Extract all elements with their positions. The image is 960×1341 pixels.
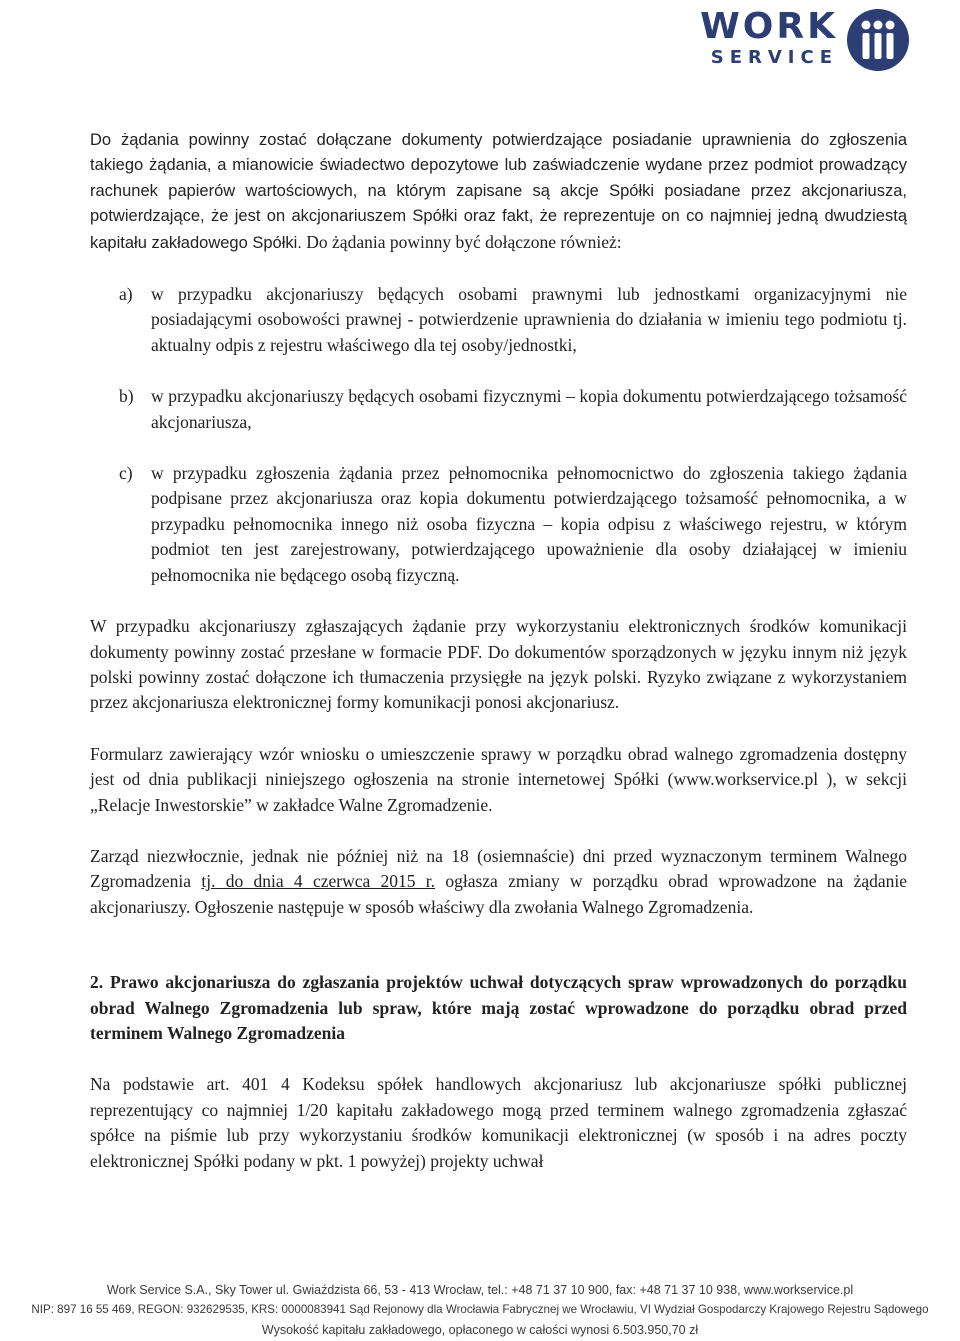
company-logo: [700, 8, 910, 72]
page-footer: [0, 1280, 960, 1340]
logo-wordmark: [700, 8, 838, 68]
intro-paragraph: [90, 128, 907, 256]
board-notice-text-a: Zarząd niezwłocznie, jednak nie później niż na 18 (osiemnaście) dni przed wyznaczonym terminem Walnego Zgromadzenia: [90, 845, 907, 892]
logo-service-text: SERVICE: [710, 47, 838, 68]
logo-work-text: WORK: [700, 6, 838, 47]
list-item-text: w przypadku akcjonariuszy będących osobami fizycznymi – kopia dokumentu potwierdzającego tożsamość akcjonariusza,: [151, 386, 907, 432]
list-item-text: w przypadku zgłoszenia żądania przez pełnomocnika pełnomocnictwo do zgłoszenia takiego żądania podpisane przez akcjonariusza oraz kopia dokumentu potwierdzającego tożsamość pełnomocnika, a w przypadku pełnomocnika innego niż osoba fizyczna – kopia odpisu z właściwego rejestru, w którym podmiot ten jest zarejestrowany, potwierdzającego upoważnienie dla osoby działającej w imieniu pełnomocnika nie będącego osobą fizyczną.: [151, 463, 907, 585]
intro-tail: Do żądania powinny być dołączone również:: [301, 231, 622, 252]
list-marker: b): [119, 386, 134, 407]
section-heading: 2. Prawo akcjonariusza do zgłaszania projektów uchwał dotyczących spraw wprowadzonych do porządku obrad Walnego Zgromadzenia lub spraw, które mają zostać wprowadzone do porządku obrad przed terminem Walnego Zgromadzenia: [90, 972, 907, 1043]
footer-address: Work Service S.A., Sky Tower ul. Gwiaździsta 66, 53 - 413 Wrocław, tel.: +48 71 37 10 900, fax: +48 71 37 10 938, www.workservice.pl: [106, 1283, 854, 1297]
list-marker: a): [119, 284, 133, 305]
list-marker: c): [119, 463, 133, 484]
legal-basis-paragraph: Na podstawie art. 401 4 Kodeksu spółek handlowych akcjonariusz lub akcjonariusze spółki publicznej reprezentujący co najmniej 1/20 kapitału zakładowego mogą przed terminem walnego zgromadzenia zgłaszać spółce na piśmie lub przy wykorzystaniu środków komunikacji elektronicznej (w sposób i na adres poczty elektronicznej Spółki podany w pkt. 1 powyżej) projekty uchwał: [90, 1074, 907, 1171]
board-notice-text-b: ogłasza zmiany w porządku obrad wprowadzone na żądanie akcjonariuszy. Ogłoszenie następuje w sposób właściwy dla zwołania Walnego Zgromadzenia.: [90, 871, 907, 917]
list-item: [119, 384, 907, 435]
footer-capital: Wysokość kapitału zakładowego, opłaconego w całości wynosi 6.503.950,70 zł: [261, 1323, 699, 1337]
logo-emblem-icon: [846, 8, 910, 72]
pdf-format-paragraph: W przypadku akcjonariuszy zgłaszających żądanie przy wykorzystaniu elektronicznych środków komunikacji dokumenty powinny zostać przesłane w formacie PDF. Do dokumentów sporządzonych w języku innym niż język polski powinny zostać dołączone ich tłumaczenia przysięgłe na język polski. Ryzyko związane z wykorzystaniem przez akcjonariusza elektronicznej formy komunikacji ponosi akcjonariusz.: [90, 616, 907, 713]
list-item: [119, 461, 907, 588]
list-item-text: w przypadku akcjonariuszy będących osobami prawnymi lub jednostkami organizacyjnymi nie posiadającymi osobowości prawnej - potwierdzenie uprawnienia do działania w imieniu tego podmiotu tj. aktualny odpis z rejestru właściwego dla tej osoby/jednostki,: [151, 284, 907, 355]
form-availability-paragraph: Formularz zawierający wzór wniosku o umieszczenie sprawy w porządku obrad walnego zgromadzenia dostępny jest od dnia publikacji niniejszego ogłoszenia na stronie internetowej Spółki (www.workservice.pl ), w sekcji „Relacje Inwestorskie” w zakładce Walne Zgromadzenie.: [90, 743, 907, 815]
board-notice-paragraph: [90, 844, 907, 920]
intro-text: Do żądania powinny zostać dołączane dokumenty potwierdzające posiadanie uprawnienia do zgłoszenia takiego żądania, a mianowicie świadectwo depozytowe lub zaświadczenie wydane przez podmiot prowadzący rachunek papierów wartościowych, na którym zapisane są akcje Spółki posiadane przez akcjonariusza, potwierdzające, że jest on akcjonariuszem Spółki oraz fakt, że reprezentuje on co najmniej jedną dwudziestą kapitału zakładowego Spółki.: [90, 131, 907, 252]
board-notice-deadline: tj. do dnia 4 czerwca 2015 r.: [201, 871, 436, 892]
list-item: [119, 282, 907, 358]
document-body: [90, 128, 907, 1174]
footer-registration: NIP: 897 16 55 469, REGON: 932629535, KRS: 0000083941 Sąd Rejonowy dla Wrocławia Fabrycznej we Wrocławiu, VI Wydział Gospodarczy Krajowego Rejestru Sądowego: [31, 1303, 929, 1316]
required-documents-list: [119, 282, 907, 588]
